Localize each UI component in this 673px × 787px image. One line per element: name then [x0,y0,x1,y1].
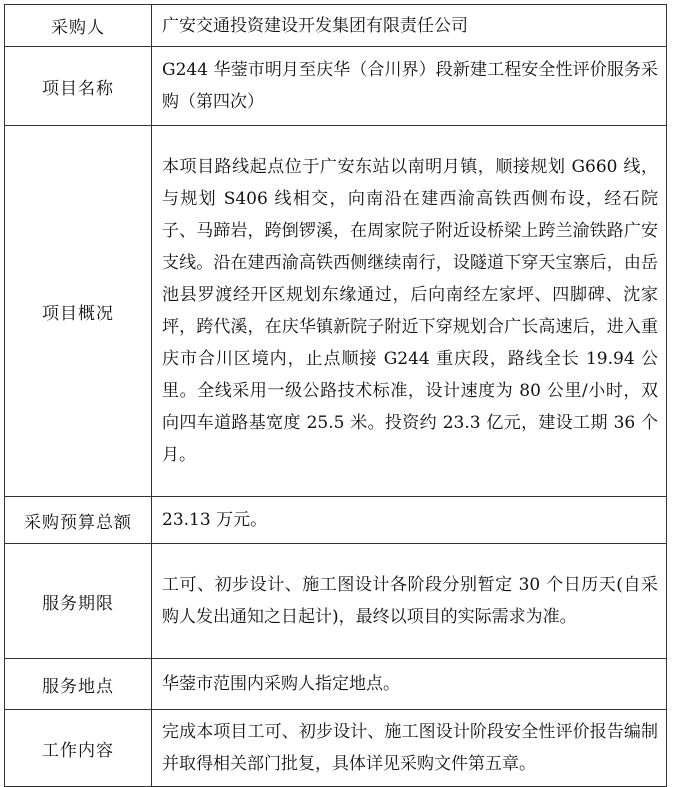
table-row-work-content [5,710,667,787]
table-row-budget [5,497,667,544]
table-row-purchaser [5,5,667,47]
table-row-project-name [5,47,667,126]
purchaser-value: 广安交通投资建设开发集团有限责任公司 [152,5,667,47]
service-period-value: 工可、初步设计、施工图设计各阶段分别暂定 30 个日历天(自采购人发出通知之日起计)，最终以项目的实际需求为准。 [152,544,667,659]
service-location-label: 服务地点 [5,659,152,710]
project-overview-label: 项目概况 [5,126,152,497]
project-info-table [4,4,667,787]
table-row-service-location [5,659,667,710]
project-name-value: G244 华蓥市明月至庆华（合川界）段新建工程安全性评价服务采购（第四次） [152,47,667,126]
service-period-label: 服务期限 [5,544,152,659]
table-row-service-period [5,544,667,659]
service-location-value: 华蓥市范围内采购人指定地点。 [152,659,667,710]
budget-value: 23.13 万元。 [152,497,667,544]
work-content-label: 工作内容 [5,710,152,787]
purchaser-label: 采购人 [5,5,152,47]
project-overview-value: 本项目路线起点位于广安东站以南明月镇，顺接规划 G660 线，与规划 S406 线相交，向南沿在建西渝高铁西侧布设，经石院子、马蹄岩，跨倒锣溪，在周家院子附近设桥梁上跨兰渝铁路广安支线。沿在建西渝高铁西侧继续南行，设隧道下穿天宝寨后，由岳池县罗渡经开区规划东缘通过，后向南经左家坪、四脚碑、沈家坪，跨代溪，在庆华镇新院子附近下穿规划合广长高速后，进入重庆市合川区境内，止点顺接 G244 重庆段，路线全长 19.94 公里。全线采用一级公路技术标准，设计速度为 80 公里/小时，双向四车道路基宽度 25.5 米。投资约 23.3 亿元，建设工期 36 个月。 [152,126,667,497]
project-name-label: 项目名称 [5,47,152,126]
budget-label: 采购预算总额 [5,497,152,544]
table-row-project-overview [5,126,667,497]
work-content-value: 完成本项目工可、初步设计、施工图设计阶段安全性评价报告编制并取得相关部门批复，具体详见采购文件第五章。 [152,710,667,787]
